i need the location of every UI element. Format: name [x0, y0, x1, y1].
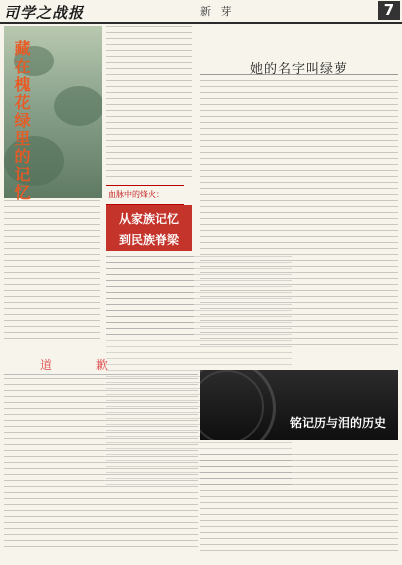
left-article-body — [4, 200, 100, 340]
newspaper-logo: 司学之战报 — [4, 4, 85, 22]
right-title-rule — [200, 74, 398, 75]
apology-title: 道 歉 — [40, 358, 128, 372]
center-top-text — [106, 26, 192, 181]
masthead — [0, 0, 402, 24]
section-name: 新 芽 — [200, 5, 235, 18]
history-article-body — [200, 454, 398, 552]
right-article-body — [200, 80, 398, 350]
apology-body — [4, 378, 198, 550]
left-article-title: 藏在槐花绿里的记忆 — [12, 40, 31, 202]
center-column-label: 血脉中的烽火： — [106, 185, 184, 205]
center-headline: 从家族记忆 到民族脊梁 — [106, 205, 192, 251]
apology-rule — [4, 374, 198, 375]
right-article-title: 她的名字叫绿萝 — [250, 62, 349, 77]
page-number: 7 — [378, 1, 400, 20]
history-article-title: 铭记历与泪的历史 — [290, 416, 387, 430]
